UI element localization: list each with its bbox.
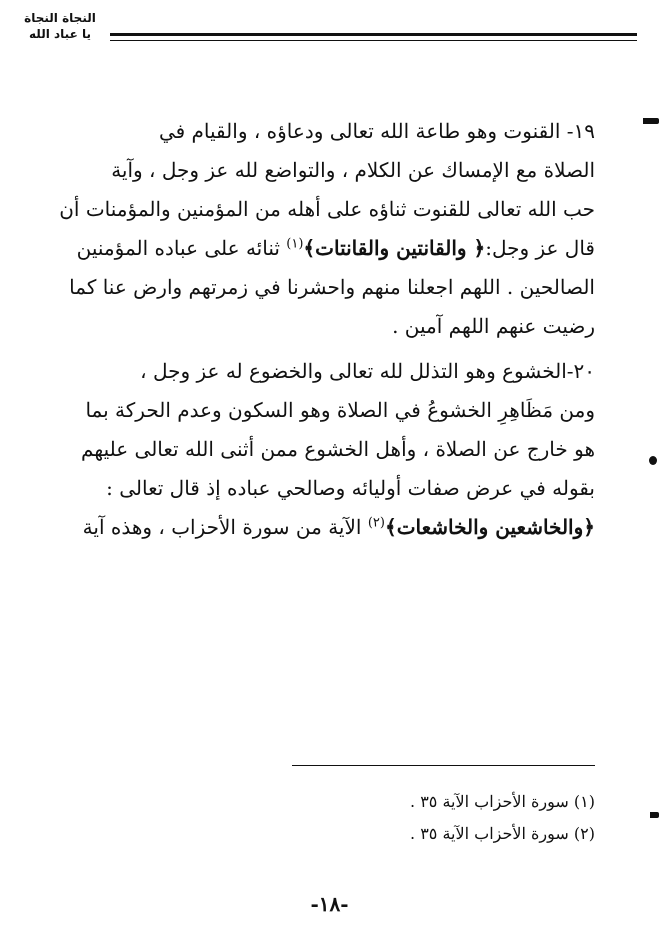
text-line bbox=[30, 508, 595, 547]
quran-verse: ﴿ والقانتين والقانتات﴾ bbox=[303, 236, 486, 260]
footnotes bbox=[195, 786, 595, 850]
margin-mark bbox=[650, 812, 659, 818]
body-text bbox=[30, 112, 595, 547]
header-rule-thin bbox=[110, 40, 637, 41]
footnote-ref: (١) bbox=[286, 236, 304, 252]
text-line: حب الله تعالى للقنوت ثناؤه على أهله من المؤمنين والمؤمنات أن bbox=[59, 197, 595, 221]
text-line: الصالحين . اللهم اجعلنا منهم واحشرنا في زمرتهم وارض عنا كما bbox=[69, 275, 595, 299]
text-line: ٢٠-الخشوع وهو التذلل لله تعالى والخضوع له عز وجل ، bbox=[140, 359, 595, 383]
text-fragment: ثنائه على عباده المؤمنين bbox=[76, 236, 287, 260]
text-line: بقوله في عرض صفات أوليائه وصالحي عباده إذ قال تعالى : bbox=[106, 476, 595, 500]
text-line: هو خارج عن الصلاة ، وأهل الخشوع ممن أثنى الله تعالى عليهم bbox=[81, 437, 595, 461]
text-line: الصلاة مع الإمساك عن الكلام ، والتواضع لله عز وجل ، وآية bbox=[111, 158, 595, 182]
quran-verse: ﴿والخاشعين والخاشعات﴾ bbox=[384, 515, 595, 539]
text-fragment: قال عز وجل: bbox=[485, 236, 595, 260]
footnote-ref: (٢) bbox=[367, 515, 385, 531]
footnote: (٢) سورة الأحزاب الآية ٣٥ . bbox=[410, 824, 595, 843]
text-line bbox=[30, 229, 595, 268]
header-line-2: يا عباد الله bbox=[29, 27, 91, 41]
margin-mark bbox=[643, 118, 659, 124]
header-rule-thick bbox=[110, 33, 637, 36]
footnote-separator bbox=[292, 765, 595, 766]
footnote: (١) سورة الأحزاب الآية ٣٥ . bbox=[410, 792, 595, 811]
margin-mark bbox=[649, 456, 657, 465]
text-fragment: الآية من سورة الأحزاب ، وهذه آية bbox=[82, 515, 368, 539]
text-line: ١٩- القنوت وهو طاعة الله تعالى ودعاؤه ، والقيام في bbox=[158, 119, 595, 143]
text-line: ومن مَظَاهِرِ الخشوعُ في الصلاة وهو السكون وعدم الحركة بما bbox=[85, 398, 595, 422]
running-header bbox=[12, 10, 108, 42]
page-number: -١٨- bbox=[310, 892, 349, 916]
header-line-1: النجاة النجاة bbox=[24, 11, 96, 25]
text-line: رضيت عنهم اللهم آمين . bbox=[392, 314, 595, 338]
